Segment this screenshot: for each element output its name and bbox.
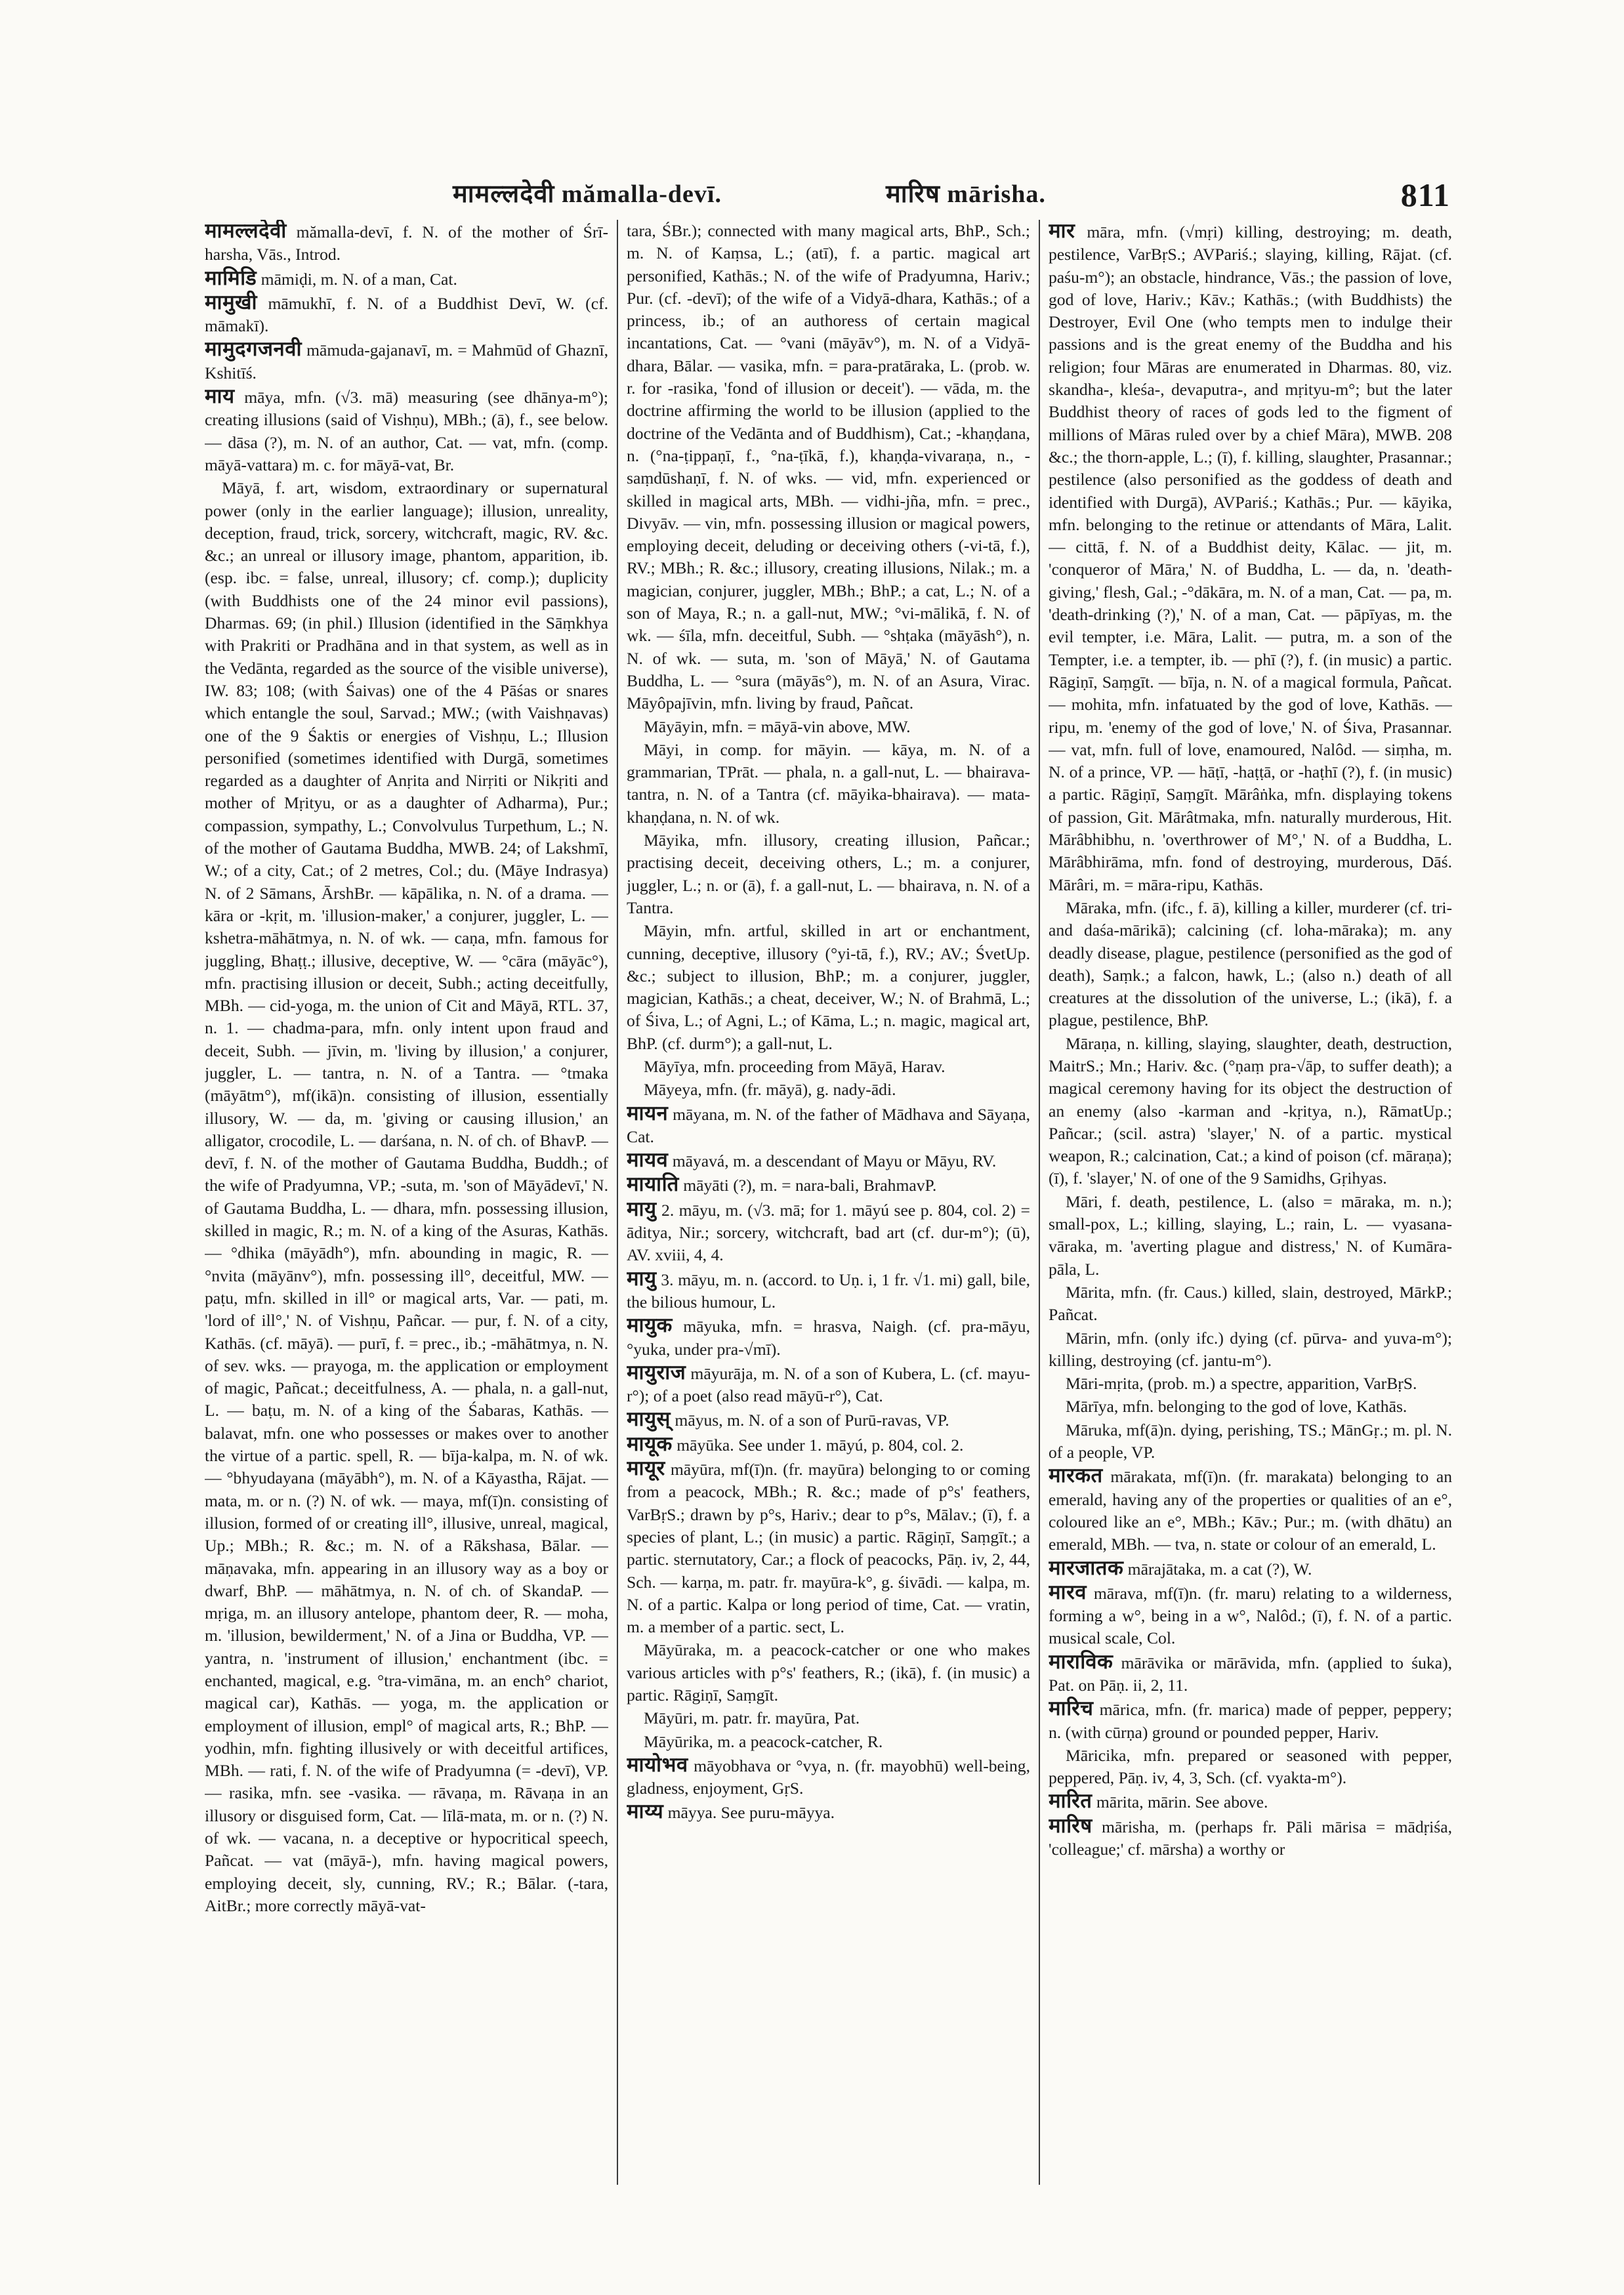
entry-text: māmuda-gajanavī, m. = Mahmūd of Ghaznī, Kshitīś. — [205, 341, 608, 382]
headword: मारकत — [1049, 1464, 1103, 1487]
headword: मायूर — [627, 1457, 665, 1480]
entry-text: Māyūri, m. patr. fr. mayūra, Pat. — [644, 1708, 860, 1728]
headword: मायोभव — [627, 1752, 688, 1776]
dictionary-entry — [205, 385, 608, 476]
entry-text: māyana, m. N. of the father of Mādhava and Sāyaṇa, Cat. — [627, 1104, 1030, 1146]
dictionary-entry — [627, 1731, 1030, 1753]
dictionary-entry — [627, 1173, 1030, 1197]
entry-text: māra, mfn. (√mṛi) killing, destroying; m. death, pestilence, VarBṛS.; AVPariś.; slaying, killing, Rājat. (cf. paśu-m°); an obstacle, hindrance, Vās.; the passion of love, god of love, Hariv.; Kāv.; Kathās.; (with Buddhists) the Destroyer, Evil One (who tempts men to indulge their passions and is the great enemy of the Buddha and his religion; four Māras are enumerated in Dharmas. 80, viz. skandha-, kleśa-, devaputra-, and mṛityu-m°; but the later Buddhist theory of races of gods led to the figment of millions of Māras ruled over by a chief Māra), MWB. 208 &c.; the thorn-apple, L.; (ī), f. killing, slaughter, Prasannar.; pestilence (also personified as the goddess of death and identified with Durgā), AVPariś.; Kathās.; Pur. — kāyika, mfn. belonging to the retinue or attendants of Māra, Lalit. — cittā, f. N. of a Buddhist deity, Kālac. — jit, m. 'conqueror of Māra,' N. of Buddha, L. — da, n. 'death-giving,' flesh, Gal.; -°dākāra, m. N. of a man, Cat. — pa, m. 'death-drinking (?),' N. of a man, Cat. — pāpīyas, m. the evil tempter, i.e. Māra, Lalit. — putra, m. a son of the Tempter, i.e. a tempter, ib. — phī (?), f. (in music) a partic. Rāgiṇī, Saṃgīt. — bīja, n. N. of a magical formula, Pañcat. — mohita, mfn. infatuated by the god of love, Kathās. — ripu, m. 'enemy of the god of love,' N. of Śiva, Prasannar. — vat, mfn. full of love, enamoured, Nalôd. — siṃha, m. N. of a prince, VP. — hāṭī, -haṭṭā, or -haṭhī (?), f. (in music) a partic. Rāgiṇī, Saṃgīt. Mārâṅka, mfn. displaying tokens of passion, Git. Mārâtmaka, mfn. naturally murderous, Hit. Mārâbhibhu, n. 'overthrower of M°,' N. of a Buddha, L. Mārâbhirāma, mfn. fond of destroying, murderous, Dāś. Mārâri, m. = māra-ripu, Kathās. — [1049, 222, 1452, 894]
dictionary-entry — [627, 1149, 1030, 1172]
dictionary-entry — [1049, 1815, 1452, 1861]
column-3 — [1049, 220, 1452, 2188]
dictionary-entry — [627, 1198, 1030, 1267]
entry-text: Māyi, in comp. for māyin. — kāya, m. N. of a grammarian, TPrāt. — phala, n. a gall-nut, L. — bhairava-tantra, n. N. of a Tantra (cf. māyika-bhairava). — mata-khaṇḍana, n. N. of wk. — [627, 739, 1030, 827]
column-2 — [627, 220, 1030, 2188]
dictionary-entry — [205, 291, 608, 338]
dictionary-entry — [1049, 1419, 1452, 1464]
entry-text: māyūka. See under 1. māyú, p. 804, col. 2. — [677, 1435, 964, 1455]
headword: मायुक — [627, 1313, 673, 1337]
dictionary-entry — [627, 1361, 1030, 1408]
dictionary-entry — [627, 716, 1030, 738]
entry-text: māyūra, mf(ī)n. (fr. mayūra) belonging to or coming from a peacock, MBh.; R. &c.; made of p°s' feathers, VarBṛS.; drawn by p°s, Hariv.; dear to p°s, Mālav.; (ī), f. a species of plant, L.; (in music) a partic. Rāgiṇī, Saṃgīt.; a partic. sternutatory, Car.; a flock of peacocks, Pāṇ. iv, 2, 44, Sch. — karṇa, m. patr. fr. mayūra-k°, g. śivādi. — kalpa, m. N. of a partic. Kalpa or long period of time, Cat. — vratin, m. a member of a partic. sect, L. — [627, 1460, 1030, 1637]
entry-text: mămalla-devī, f. N. of the mother of Śrī-harsha, Vās., Introd. — [205, 222, 608, 264]
headword: माय्य — [627, 1800, 664, 1823]
entry-text: Māyeya, mfn. (fr. māyā), g. nady-ādi. — [644, 1080, 896, 1100]
dictionary-entry — [205, 267, 608, 291]
entry-text: māyus, m. N. of a son of Purū-ravas, VP. — [675, 1411, 949, 1430]
dictionary-entry — [1049, 1327, 1452, 1373]
entry-text: māyobhava or °vya, n. (fr. mayobhū) well-being, gladness, enjoyment, GṛS. — [627, 1756, 1030, 1798]
dictionary-entry — [627, 1754, 1030, 1800]
dictionary-entry — [1049, 1396, 1452, 1418]
dictionary-entry — [627, 220, 1030, 715]
dictionary-entry — [627, 739, 1030, 829]
entry-text: tara, ŚBr.); connected with many magical arts, BhP., Sch.; m. N. of Kaṃsa, L.; (atī), f. a partic. magical art personified, Kathās.; N. of the wife of Pradyumna, Hariv.; Pur. (cf. -devī); of the wife of a Vidyā-dhara, Kathās.; of a princess, ib.; of an authoress of certain magical incantations, Cat. — °vani (māyāv°), m. N. of a Vidyā-dhara, Bālar. — vasika, mfn. = para-pratāraka, L. (prob. w. r. for -rasika, 'fond of illusion or deceit'). — vāda, m. the doctrine affirming the world to be illusion (applied to the doctrine of the Vedānta and of Buddhism), Cat.; -khaṇḍana, n. (°na-ṭippaṇī, f., °na-ṭīkā, f.), khaṇḍa-vivaraṇa, n., -saṃdūshaṇī, f. N. of wks. — vid, mfn. experienced or skilled in magical arts, MBh. — vidhi-jña, mfn. = prec., Divyāv. — vin, mfn. possessing illusion or magical powers, employing deceit, deluding or deceiving others (-vi-tā, f.), RV.; MBh.; R. &c.; illusory, creating illusions, Nilak.; m. a magician, conjurer, juggler, MBh.; BhP.; a cat, L.; N. of a son of Maya, R.; n. a gall-nut, MW.; °vi-mālikā, f. N. of wk. — śīla, mfn. deceitful, Subh. — °shṭaka (māyāsh°), n. N. of wk. — suta, m. 'son of Māyā,' N. of Gautama Buddha, L. — °sura (māyās°), m. N. of an Asura, Virac. Māyôpajīvin, mfn. living by fraud, Pañcat. — [627, 221, 1030, 713]
entry-text: Māyika, mfn. illusory, creating illusion, Pañcar.; practising deceit, deceiving others, L.; m. a conjurer, juggler, L.; n. or (ā), f. a gall-nut, L. — bhairava, n. N. of a Tantra. — [627, 831, 1030, 917]
headword: माराविक — [1049, 1649, 1114, 1673]
entry-text: Māraka, mfn. (ifc., f. ā), killing a killer, murderer (cf. tri- and daśa-mārikā); calcining (cf. loha-māraka); m. any deadly disease, plague, pestilence (personified as the god of death), Saṃk.; a falcon, hawk, L.; (also n.) death of all creatures at the dissolution of the universe, L.; (ikā), f. a plague, pestilence, BhP. — [1049, 898, 1452, 1030]
headword: मायव — [627, 1148, 669, 1172]
dictionary-entry — [627, 1707, 1030, 1729]
entry-text: māmukhī, f. N. of a Buddhist Devī, W. (cf. māmakī). — [205, 293, 608, 336]
headword: मारजातक — [1049, 1556, 1124, 1579]
headword: मारव — [1049, 1580, 1087, 1603]
entry-text: māya, mfn. (√3. mā) measuring (see dhānya-m°); creating illusions (said of Vishṇu), MBh.; (ā), f., see below. — dāsa (?), m. N. of an author, Cat. — vat, mfn. (comp. māyā-vattara) m. c. for māyā-vat, Br. — [205, 388, 608, 474]
dictionary-entry — [627, 829, 1030, 919]
entry-text: Mārīya, mfn. belonging to the god of love, Kathās. — [1066, 1397, 1407, 1416]
headword: मारिच — [1049, 1697, 1094, 1720]
headword: मार — [1049, 220, 1075, 242]
dictionary-entry — [1049, 1281, 1452, 1327]
entry-text: Māruka, mf(ā)n. dying, perishing, TS.; MānGṛ.; m. pl. N. of a people, VP. — [1049, 1420, 1452, 1462]
dictionary-entry — [1049, 1557, 1452, 1581]
column-1 — [205, 220, 608, 2188]
entry-text: mārica, mfn. (fr. marica) made of pepper, peppery; n. (with cūrṇa) ground or pounded pepper, Hariv. — [1049, 1700, 1452, 1742]
running-head-center: मारिष mārisha. — [886, 180, 1046, 208]
headword: मायाति — [627, 1172, 679, 1196]
entry-text: 2. māyu, m. (√3. mā; for 1. māyú see p. 804, col. 2) = āditya, Nir.; sorcery, witchcraft, bad art (cf. dur-m°); (ū), AV. xviii, 4, 4. — [627, 1200, 1030, 1265]
dictionary-entry — [1049, 1581, 1452, 1650]
entry-text: Māyūraka, m. a peacock-catcher or one who makes various articles with p°s' feathers, R.; (ikā), f. (in music) a partic. Rāgiṇī, Saṃgīt. — [627, 1640, 1030, 1705]
entry-text: mārisha, m. (perhaps fr. Pāli mārisa = mādṛiśa, 'colleague;' cf. mārsha) a worthy or — [1049, 1817, 1452, 1859]
dictionary-entry — [627, 1314, 1030, 1361]
dictionary-entry — [1049, 1373, 1452, 1395]
dictionary-entry — [627, 1800, 1030, 1824]
dictionary-entry — [627, 1433, 1030, 1457]
entry-text: 3. māyu, m. n. (accord. to Uṇ. i, 1 fr. √1. mi) gall, bile, the bilious humour, L. — [627, 1270, 1030, 1312]
entry-text: māyavá, m. a descendant of Mayu or Māyu, RV. — [672, 1151, 997, 1171]
dictionary-entry — [627, 920, 1030, 1055]
dictionary-entry — [1049, 1464, 1452, 1556]
entry-text: mārajātaka, m. a cat (?), W. — [1127, 1559, 1312, 1579]
dictionary-entry — [205, 477, 608, 1917]
entry-text: māyurāja, m. N. of a son of Kubera, L. (cf. mayu-r°); of a poet (also read māyū-r°), Cat. — [627, 1363, 1030, 1406]
entry-text: māyuka, mfn. = hrasva, Naigh. (cf. pra-māyu, °yuka, under pra-√mī). — [627, 1317, 1030, 1359]
entry-text: Mārin, mfn. (only ifc.) dying (cf. pūrva- and yuva-m°); killing, destroying (cf. jantu-m°). — [1049, 1328, 1452, 1370]
dictionary-entry — [627, 1056, 1030, 1078]
dictionary-entry — [1049, 897, 1452, 1032]
entry-text: māyāti (?), m. = nara-bali, BrahmavP. — [683, 1176, 937, 1195]
column-divider — [617, 220, 618, 2185]
dictionary-entry — [205, 338, 608, 384]
dictionary-entry — [627, 1639, 1030, 1706]
entry-text: Māricika, mfn. prepared or seasoned with pepper, peppered, Pāṇ. iv, 4, 3, Sch. (cf. vyakta-m°). — [1049, 1745, 1452, 1788]
running-head — [197, 176, 1450, 215]
entry-text: Māyīya, mfn. proceeding from Māyā, Harav. — [644, 1056, 946, 1076]
entry-text: Mārita, mfn. (fr. Caus.) killed, slain, destroyed, MārkP.; Pañcat. — [1049, 1282, 1452, 1325]
headword: मामिडि — [205, 266, 257, 289]
headword: मायूक — [627, 1432, 673, 1455]
headword: मामल्लदेवी — [205, 220, 287, 242]
running-head-left: मामल्लदेवी mămalla-devī. — [453, 180, 722, 208]
entry-text: Māyāyin, mfn. = māyā-vin above, MW. — [644, 716, 911, 736]
headword: मारिष — [1049, 1813, 1093, 1837]
entry-text: Māyin, mfn. artful, skilled in art or enchantment, cunning, deceptive, illusory (°yi-tā, f.), RV.; AV.; ŚvetUp. &c.; subject to illusion, BhP.; m. a conjurer, juggler, magician, Kathās.; a cheat, deceiver, W.; N. of Brahmā, L.; of Śiva, L.; of Agni, L.; of Kāma, L.; n. magic, magical art, BhP. (cf. durm°); a gall-nut, L. — [627, 921, 1030, 1053]
dictionary-entry — [1049, 220, 1452, 896]
dictionary-entry — [1049, 1697, 1452, 1744]
headword: मारित — [1049, 1789, 1093, 1813]
entry-text: mārita, mārin. See above. — [1096, 1792, 1268, 1812]
dictionary-entry — [205, 220, 608, 266]
dictionary-entry — [627, 1102, 1030, 1149]
entry-text: mārāvika or mārāvida, mfn. (applied to śuka), Pat. on Pāṇ. ii, 2, 11. — [1049, 1653, 1452, 1695]
entry-text: Māri-mṛita, (prob. m.) a spectre, apparition, VarBṛS. — [1066, 1374, 1417, 1394]
headword: मामुखी — [205, 290, 257, 314]
dictionary-entry — [1049, 1033, 1452, 1190]
entry-text: Māyūrika, m. a peacock-catcher, R. — [644, 1731, 883, 1751]
dictionary-entry — [627, 1079, 1030, 1101]
page-number: 811 — [1400, 176, 1450, 213]
entry-text: māyya. See puru-māyya. — [667, 1803, 835, 1823]
headword: मायुस् — [627, 1407, 671, 1431]
entry-text: Māraṇa, n. killing, slaying, slaughter, death, destruction, MaitrS.; Mn.; Hariv. &c. (°ṇaṃ pra-√āp, to suffer death); a magical ceremony having for its object the destruction of an enemy (also -karman and -kṛitya, n.), RāmatUp.; Pañcar.; (scil. astra) 'slayer,' N. of a partic. mystical weapon, R.; calcination, Cat.; a kind of poison (cf. māraṇa); (ī), f. 'slayer,' N. of one of the 9 Samidhs, Gṛihyas. — [1049, 1033, 1452, 1188]
dictionary-entry — [1049, 1191, 1452, 1281]
headword: मामुदगजनवी — [205, 337, 302, 361]
headword: मायु — [627, 1266, 657, 1290]
column-divider — [1039, 220, 1040, 2185]
dictionary-entry — [1049, 1790, 1452, 1813]
dictionary-entry — [1049, 1651, 1452, 1697]
headword: मायु — [627, 1197, 657, 1220]
headword: माय — [205, 384, 235, 408]
entry-text: mārakata, mf(ī)n. (fr. marakata) belonging to an emerald, having any of the properties or qualities of an e°, coloured like an e°, MBh.; Kāv.; Pur.; m. (with dhātu) an emerald, MBh. — tva, n. state or colour of an emerald, L. — [1049, 1467, 1452, 1554]
dictionary-entry — [1049, 1745, 1452, 1790]
entry-text: Māri, f. death, pestilence, L. (also = māraka, m. n.); small-pox, L.; killing, slaying, L.; rain, L. — vyasana-vāraka, m. 'averting plague and distress,' N. of Kumāra-pāla, L. — [1049, 1191, 1452, 1279]
entry-text: māmiḍi, m. N. of a man, Cat. — [260, 269, 457, 289]
entry-text: Māyā, f. art, wisdom, extraordinary or supernatural power (only in the earlier language); illusion, unreality, deception, fraud, trick, sorcery, witchcraft, magic, RV. &c. &c.; an unreal or illusory image, phantom, apparition, ib. (esp. ibc. = false, unreal, illusory; cf. comp.); duplicity (with Buddhists one of the 24 minor evil passions), Dharmas. 69; (in phil.) Illusion (identified in the Sāṃkhya with Prakriti or Pradhāna and in that system, as well as in the Vedānta, regarded as the source of the visible universe), IW. 83; 108; (with Śaivas) one of the 4 Pāśas or snares which entangle the soul, Sarvad.; MW.; (with Vaishṇavas) one of the 9 Śaktis or energies of Vishṇu, L.; Illusion personified (sometimes identified with Durgā, sometimes regarded as a daughter of Anṛita and Nirṛiti or Nikṛiti and mother of Mṛityu, or as a daughter of Adharma), Pur.; compassion, sympathy, L.; Convolvulus Turpethum, L.; N. of the mother of Gautama Buddha, MWB. 24; of Lakshmī, W.; of a city, Cat.; of 2 metres, Col.; du. (Māye Indrasya) N. of 2 Sāmans, ĀrshBr. — kāpālika, n. N. of a drama. — kāra or -kṛit, m. 'illusion-maker,' a conjurer, juggler, L. — kshetra-māhātmya, n. N. of wk. — caṇa, mfn. famous for juggling, Bhaṭṭ.; illusive, deceptive, W. — °cāra (māyāc°), mfn. practising illusion or deceit, Subh.; acting deceitfully, MBh. — cid-yoga, m. the union of Cit and Māyā, RTL. 37, n. 1. — chadma-para, mfn. only intent upon fraud and deceit, Subh. — jīvin, m. 'living by illusion,' a conjurer, juggler, L. — tantra, n. N. of a Tantra. — °tmaka (māyātm°), mf(ikā)n. consisting of illusion, essentially illusory, W. — da, m. 'giving or causing illusion,' an alligator, crocodile, L. — darśana, n. N. of ch. of BhavP. — devī, f. N. of the mother of Gautama Buddha, Buddh.; of the wife of Pradyumna, VP.; -suta, m. 'son of Māyādevī,' N. of Gautama Buddha, L. — dhara, mfn. possessing illusion, skilled in magic, R.; m. N. of a king of the Asuras, Kathās. — °dhika (māyādh°), mfn. abounding in magic, R. — °nvita (māyānv°), mfn. possessing ill°, deceitful, MW. — paṭu, mfn. skilled in ill° or magical arts, Var. — pati, m. 'lord of ill°,' N. of Vishṇu, Pañcar. — pur, f. N. of a city, Kathās. (cf. māyā). — purī, f. = prec., ib.; -māhātmya, n. N. of sev. wks. — prayoga, m. the application or employment of magic, Pañcat.; deceitfulness, A. — phala, n. a gall-nut, L. — baṭu, m. N. of a king of the Śabaras, Kathās. — balavat, mfn. one who possesses or makes over to another the virtue of a partic. spell, R. — bīja-kalpa, m. N. of wk. — °bhyudayana (māyābh°), m. N. of a Kāyastha, Rājat. — mata, m. or n. (?) N. of wk. — maya, mf(ī)n. consisting of illusion, formed of or creating ill°, illusive, unreal, magical, Up.; MBh.; R. &c.; m. N. of a Rākshasa, Bālar. — māṇavaka, mfn. appearing in an illusory way as a boy or dwarf, BhP. — māhātmya, n. N. of ch. of SkandaP. — mṛiga, m. an illusory antelope, phantom deer, R. — moha, m. 'illusion, bewilderment,' N. of a Jina or Buddha, VP. — yantra, n. 'instrument of illusion,' enchantment (ibc. = enchanted, magical, e.g. °tra-vimāna, m. an ench° chariot, magical car), Kathās. — yoga, m. the application or employment of illusion, empl° of magical arts, R.; BhP. — yodhin, mfn. fighting illusively or with deceitful artifices, MBh. — rati, f. N. of the wife of Pradyumna (= -devī), VP. — rasika, mfn. see -vasika. — rāvaṇa, m. Rāvaṇa in an illusory or disguised form, Cat. — līlā-mata, m. or n. (?) N. of wk. — vacana, n. a deceptive or hypocritical speech, Pañcat. — vat (māyā-), mfn. having magical powers, employing deceit, sly, cunning, RV.; R.; Bālar. (-tara, AitBr.; more correctly māyā-vat- — [205, 478, 608, 1915]
dictionary-entry — [627, 1268, 1030, 1314]
dictionary-entry — [627, 1457, 1030, 1638]
headword: मायुराज — [627, 1360, 686, 1384]
entry-text: mārava, mf(ī)n. (fr. maru) relating to a wilderness, forming a w°, being in a w°, Nalôd.; (ī), f. N. of a partic. musical scale, Col. — [1049, 1583, 1452, 1648]
dictionary-entry — [627, 1408, 1030, 1432]
headword: मायन — [627, 1101, 669, 1125]
